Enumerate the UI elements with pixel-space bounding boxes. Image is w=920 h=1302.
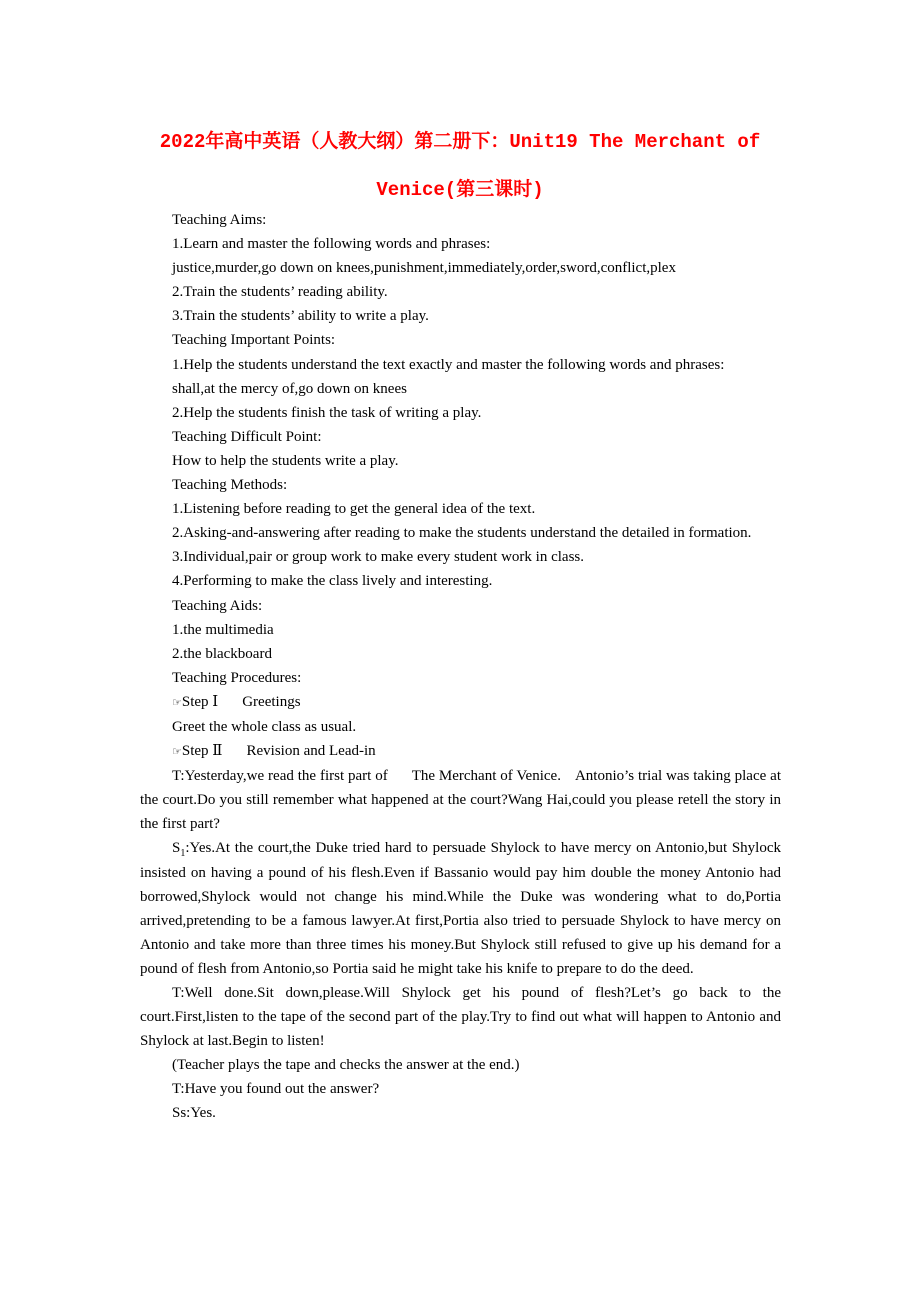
methods-item-1: 1.Listening before reading to get the general idea of the text. <box>172 501 536 518</box>
aims-heading: Teaching Aims: <box>172 212 267 228</box>
title-line-2: Venice(第三课时) <box>376 179 544 201</box>
step-1-text: Greet the whole class as usual. <box>172 718 357 735</box>
important-item-1: 1.Help the students understand the text exactly and master the following words and phrases: <box>172 356 725 373</box>
aims-words: justice,murder,go down on knees,punishment,immediately,order,sword,conflict,plex <box>172 260 676 277</box>
pointing-hand-icon: ☞ <box>172 695 182 709</box>
important-words: shall,at the mercy of,go down on knees <box>172 380 407 397</box>
students-reply: Ss:Yes. <box>172 1105 216 1122</box>
difficult-item-1: How to help the students write a play. <box>172 452 399 469</box>
methods-item-4: 4.Performing to make the class lively and interesting. <box>172 573 493 590</box>
step-2-label: Step Ⅱ <box>181 743 223 760</box>
procedures-heading: Teaching Procedures: <box>172 669 302 686</box>
aims-item-2: 2.Train the students’ reading ability. <box>172 284 388 301</box>
stage-note: (Teacher plays the tape and checks the answer at the end.) <box>172 1057 520 1074</box>
step-1-title: Greetings <box>242 693 301 710</box>
important-item-2: 2.Help the students finish the task of writing a play. <box>172 404 482 421</box>
pointing-hand-icon: ☞ <box>172 745 182 759</box>
teacher-question-2: T:Well done.Sit down,please.Will Shylock get his pound of flesh?Let’s go back to the court.First,listen to the tape of the second part of the play.Try to find out what will happen to Antonio and Shylock at last.Begin to listen! <box>140 985 781 1050</box>
step-1-heading <box>140 690 781 715</box>
aids-item-2: 2.the blackboard <box>172 645 272 662</box>
document-title <box>140 118 780 214</box>
methods-heading: Teaching Methods: <box>172 477 288 494</box>
aims-item-3: 3.Train the students’ ability to write a play. <box>172 308 429 325</box>
difficult-heading: Teaching Difficult Point: <box>172 428 322 445</box>
step-2-heading <box>140 739 781 764</box>
step-1-label: Step Ⅰ <box>181 693 219 710</box>
teacher-question-1: T:Yesterday,we read the first part of The Merchant of Venice. Antonio’s trial was taking place at the court.Do you still remember what happened at the court?Wang Hai,could you please retell the story in the first part? <box>140 768 781 833</box>
important-heading: Teaching Important Points: <box>172 332 336 349</box>
methods-item-3: 3.Individual,pair or group work to make every student work in class. <box>172 549 584 566</box>
aids-heading: Teaching Aids: <box>172 597 263 614</box>
step-2-title: Revision and Lead-in <box>246 743 376 760</box>
aids-item-1: 1.the multimedia <box>172 621 274 638</box>
title-line-1: 2022年高中英语（人教大纲）第二册下：Unit19 The Merchant of <box>159 131 761 153</box>
methods-item-2: 2.Asking-and-answering after reading to make the students understand the detailed in formation. <box>172 525 752 542</box>
student-answer-1: $S_1:Yes.At$ the court,the Duke tried hard to persuade Shylock to have mercy on Antonio,but Shylock insisted on having a pound of his flesh.Even if Bassanio would pay him double the money Antonio had borrowed,Shylock would not change his mind.While the Duke was wondering what to do,Portia arrived,pretending to be a famous lawyer.At first,Portia also tried to persuade Shylock to have mercy on Antonio and take more than three times his money.But Shylock still refused to give up his demand for a pound of flesh from Antonio,so Portia said he might take his knife to prepare to do the deed. <box>140 840 781 977</box>
teacher-question-3: T:Have you found out the answer? <box>172 1081 380 1098</box>
document-body <box>140 208 781 1126</box>
aims-item-1: 1.Learn and master the following words and phrases: <box>172 236 491 253</box>
